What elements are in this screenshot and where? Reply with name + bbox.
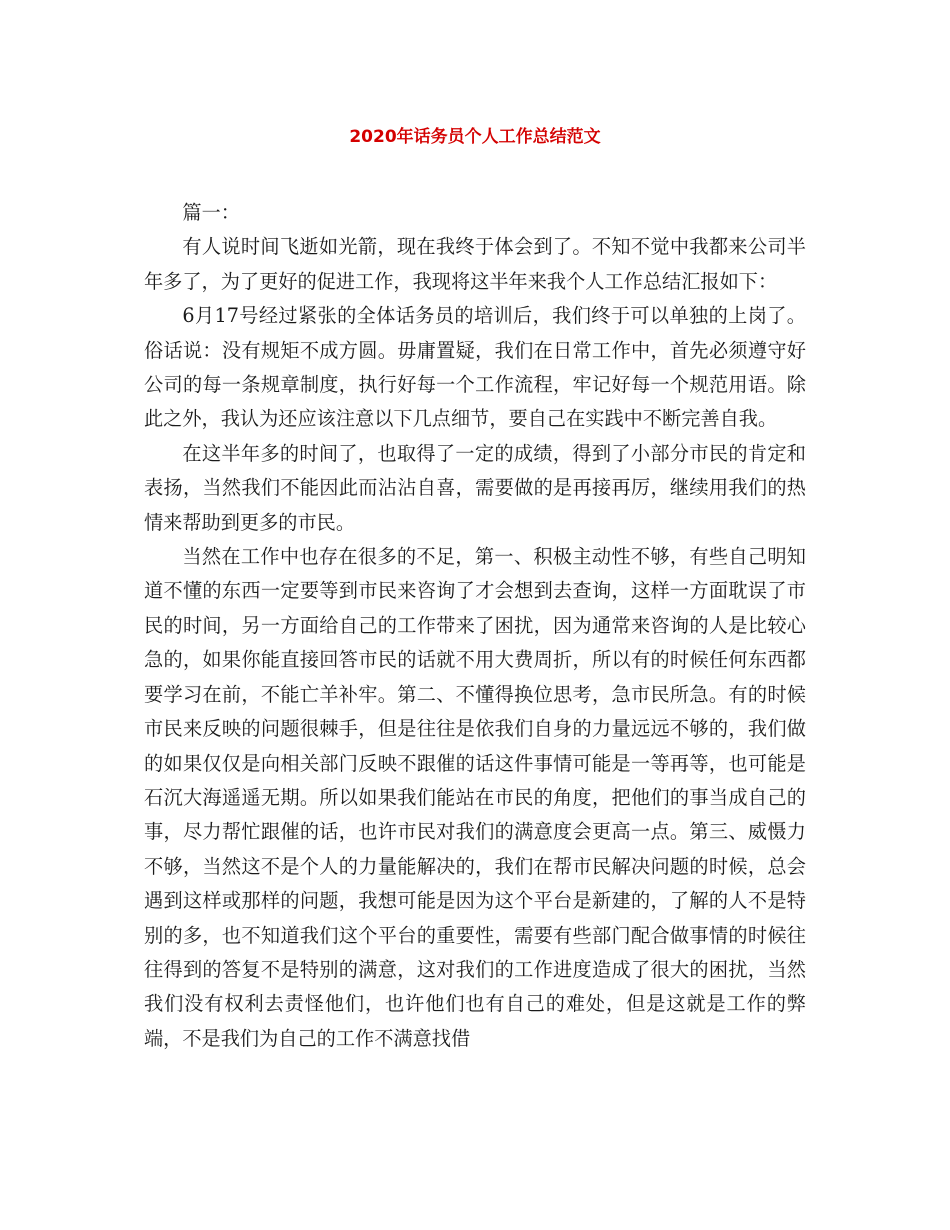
paragraph-achievements: 在这半年多的时间了，也取得了一定的成绩，得到了小部分市民的肯定和表扬，当然我们不能因此而沾沾自喜，需要做的是再接再厉，继续用我们的热情来帮助到更多的市民。 [144, 441, 806, 534]
paragraph-training: 6月17号经过紧张的全体话务员的培训后，我们终于可以单独的上岗了。俗话说：没有规矩不成方圆。毋庸置疑，我们在日常工作中，首先必须遵守好公司的每一条规章制度，执行好每一个工作流程，牢记好每一个规范用语。除此之外，我认为还应该注意以下几点细节，要自己在实践中不断完善自我。 [144, 304, 806, 431]
paragraph-section-heading: 篇一： [182, 201, 240, 224]
paragraph-shortcomings: 当然在工作中也存在很多的不足，第一、积极主动性不够，有些自己明知道不懂的东西一定要等到市民来咨询了才会想到去查询，这样一方面耽误了市民的时间，另一方面给自己的工作带来了困扰，因为通常来咨询的人是比较心急的，如果你能直接回答市民的话就不用大费周折，所以有的时候任何东西都要学习在前，不能亡羊补牢。第二、不懂得换位思考，急市民所急。有的时候市民来反映的问题很棘手，但是往往是依我们自身的力量远远不够的，我们做的如果仅仅是向相关部门反映不跟催的话这件事情可能是一等再等，也可能是石沉大海遥遥无期。所以如果我们能站在市民的角度，把他们的事当成自己的事，尽力帮忙跟催的话，也许市民对我们的满意度会更高一点。第三、威慑力不够，当然这不是个人的力量能解决的，我们在帮市民解决问题的时候，总会遇到这样或那样的问题，我想可能是因为这个平台是新建的，了解的人不是特别的多，也不知道我们这个平台的重要性，需要有些部门配合做事情的时候往往得到的答复不是特别的满意，这对我们的工作进度造成了很大的困扰，当然我们没有权利去责怪他们，也许他们也有自己的难处，但是这就是工作的弊端，不是我们为自己的工作不满意找借 [144, 545, 806, 1050]
paragraph-intro: 有人说时间飞逝如光箭，现在我终于体会到了。不知不觉中我都来公司半年多了，为了更好的促进工作，我现将这半年来我个人工作总结汇报如下： [144, 235, 806, 293]
document-body [144, 196, 806, 1056]
document-title: 2020年话务员个人工作总结范文 [349, 127, 601, 147]
